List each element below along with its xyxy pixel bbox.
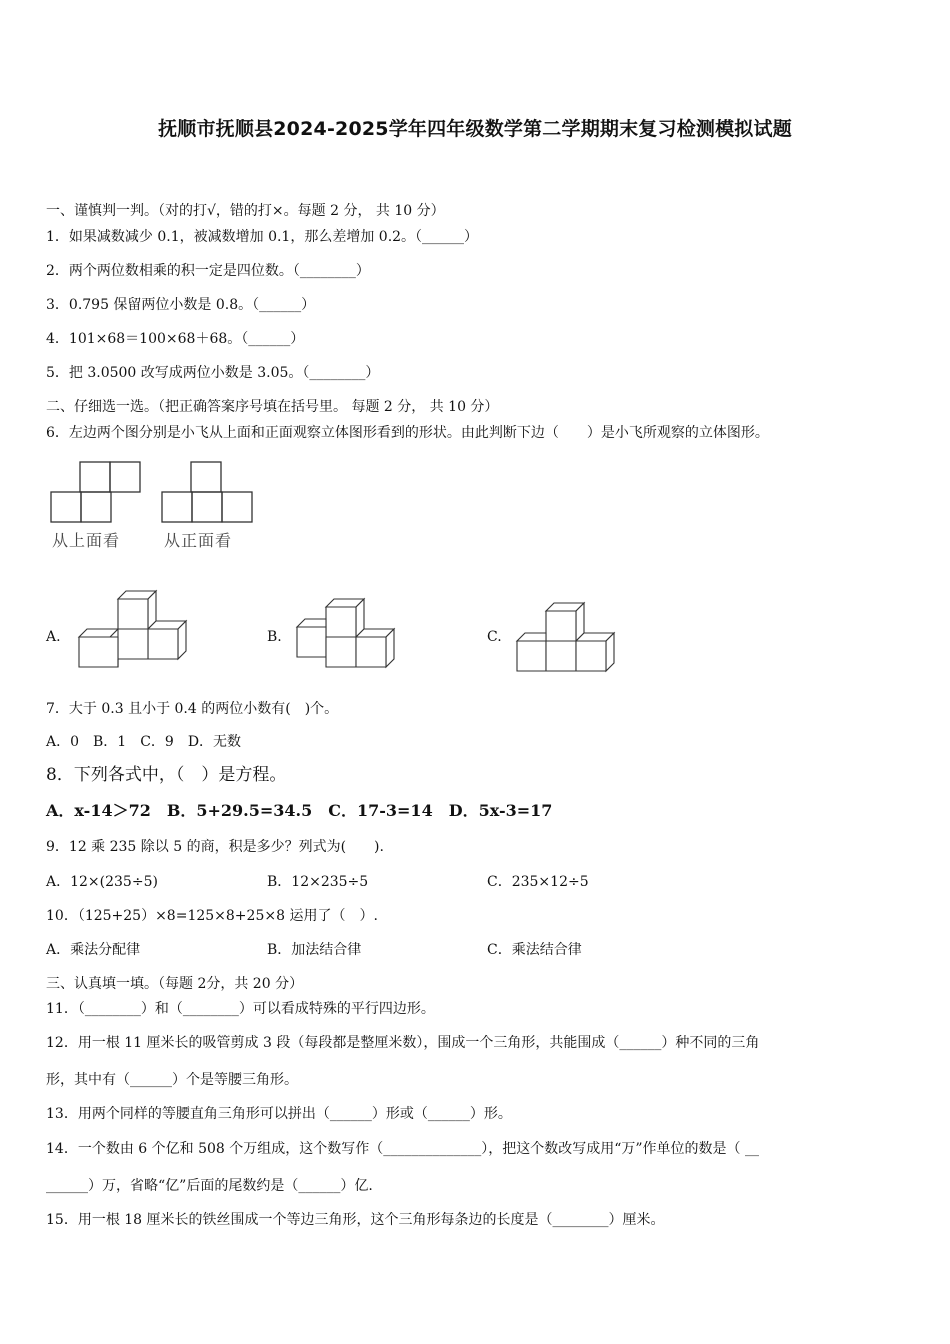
- question-10-option-b: B．加法结合律: [267, 942, 362, 958]
- option-a-solid: [78, 590, 188, 670]
- question-9-option-b: B．12×235÷5: [267, 874, 369, 890]
- question-14-line-1: 14．一个数由 6 个亿和 508 个万组成，这个数写作（______________），把这个数改写成用“万”作单位的数是（ __: [46, 1141, 760, 1157]
- question-10-option-a: A．乘法分配律: [46, 942, 141, 958]
- option-a-label: A.: [46, 629, 61, 645]
- option-c-label: C.: [487, 629, 502, 645]
- question-8-options: A．x-14＞72 B．5+29.5=34.5 C．17-3=14 D．5x-3=17: [46, 801, 553, 820]
- page-title: 抚顺市抚顺县2024-2025学年四年级数学第二学期期末复习检测模拟试题: [158, 118, 792, 140]
- question-15: 15．用一根 18 厘米长的铁丝围成一个等边三角形，这个三角形每条边的长度是（________）厘米。: [46, 1212, 665, 1228]
- option-b-label: B.: [267, 629, 282, 645]
- option-b-solid: [296, 598, 398, 670]
- question-9-option-c: C．235×12÷5: [487, 874, 589, 890]
- caption-front-view: 从正面看: [164, 531, 233, 550]
- question-1: 1．如果减数减少 0.1，被减数增加 0.1，那么差增加 0.2。（______）: [46, 229, 479, 245]
- question-8: 8．下列各式中，（ ）是方程。: [46, 765, 287, 785]
- question-11: 11．（________）和（________）可以看成特殊的平行四边形。: [46, 1001, 435, 1017]
- front-view-figure: [161, 461, 253, 523]
- question-10: 10．（125+25）×8=125×8+25×8 运用了（ ）.: [46, 908, 378, 924]
- question-12-line-2: 形，其中有（______）个是等腰三角形。: [46, 1072, 298, 1088]
- caption-top-view: 从上面看: [52, 531, 121, 550]
- question-12-line-1: 12．用一根 11 厘米长的吸管剪成 3 段（每段都是整厘米数），围成一个三角形，共能围成（______）种不同的三角: [46, 1035, 760, 1051]
- question-6: 6．左边两个图分别是小飞从上面和正面观察立体图形看到的形状。由此判断下边（ ）是小飞所观察的立体图形。: [46, 425, 769, 441]
- section-2-heading: 二、仔细选一选。（把正确答案序号填在括号里。 每题 2 分， 共 10 分）: [46, 399, 499, 415]
- question-14-line-2: ______）万，省略“亿”后面的尾数约是（______）亿.: [46, 1178, 373, 1194]
- question-5: 5．把 3.0500 改写成两位小数是 3.05。（________）: [46, 365, 380, 381]
- top-view-figure: [50, 461, 142, 523]
- question-9: 9．12 乘 235 除以 5 的商，积是多少？列式为( ).: [46, 839, 384, 855]
- question-4: 4．101×68＝100×68＋68。（______）: [46, 331, 305, 347]
- question-9-option-a: A．12×(235÷5): [46, 874, 158, 890]
- section-1-heading: 一、谨慎判一判。（对的打√，错的打×。每题 2 分， 共 10 分）: [46, 203, 445, 219]
- question-13: 13．用两个同样的等腰直角三角形可以拼出（______）形或（______）形。: [46, 1106, 512, 1122]
- question-3: 3．0.795 保留两位小数是 0.8。（______）: [46, 297, 316, 313]
- option-c-solid: [516, 602, 618, 672]
- question-2: 2．两个两位数相乘的积一定是四位数。（________）: [46, 263, 370, 279]
- question-10-option-c: C．乘法结合律: [487, 942, 582, 958]
- section-3-heading: 三、认真填一填。（每题 2分，共 20 分）: [46, 976, 304, 992]
- question-7-options: A．0 B．1 C．9 D．无数: [46, 734, 242, 750]
- question-7: 7．大于 0.3 且小于 0.4 的两位小数有( )个。: [46, 701, 339, 717]
